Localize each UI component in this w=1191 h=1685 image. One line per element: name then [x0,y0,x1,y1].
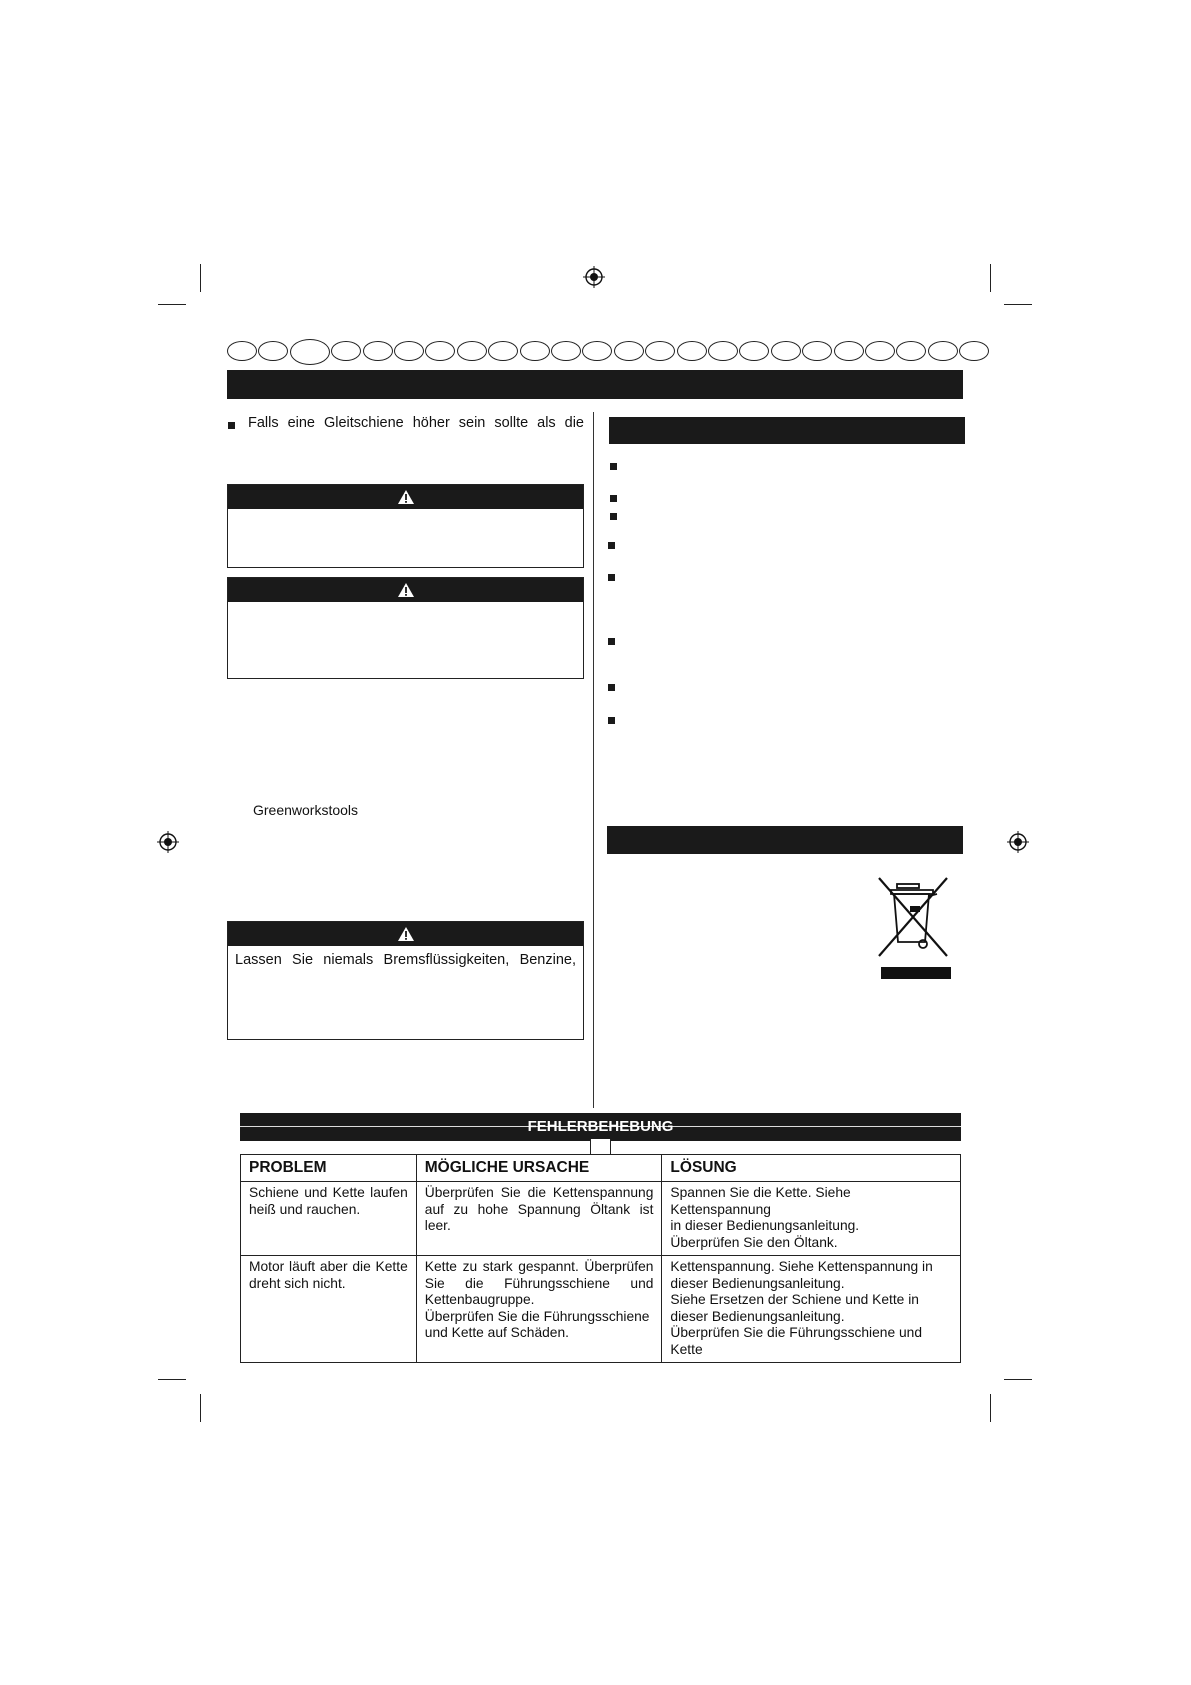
language-tab [739,341,769,361]
warning-text: Lassen Sie niemals Bremsflüssigkeiten, Benzine, [235,952,576,968]
warning-header [228,485,583,509]
bullet-icon [608,684,615,691]
solution-cell: Kettenspannung. Siehe Kettenspannung in dieser Bedienungsanleitung. Siehe Ersetzen der Schiene und Kette in dieser Bedienungsanleitung. Überprüfen Sie die Führungsschiene und Kette [662,1256,961,1363]
problem-cell: Schiene und Kette laufen heiß und rauchen. [241,1182,417,1256]
language-tab [614,341,644,361]
language-tab [331,341,361,361]
bullet-icon [608,542,615,549]
language-tab [708,341,738,361]
bullet-icon [228,422,235,429]
warning-box [227,577,584,679]
language-tab [457,341,487,361]
crossed-out-wheelie-bin-icon [871,874,955,980]
language-tab [771,341,801,361]
warning-header [228,922,583,946]
title-connector [590,1139,611,1155]
column-divider [593,412,594,1108]
language-tab [394,341,424,361]
bullet-icon [610,495,617,502]
header-solution: LÖSUNG [662,1155,961,1182]
language-tab [488,341,518,361]
bullet-icon [608,638,615,645]
warning-triangle-icon [397,582,415,598]
warning-box [227,484,584,568]
language-tab [928,341,958,361]
section-header-bar [609,417,965,444]
language-tab [865,341,895,361]
warning-triangle-icon [397,926,415,942]
crop-mark [990,264,991,292]
language-tabs [227,339,967,365]
language-tab [290,339,330,365]
header-problem: PROBLEM [241,1155,417,1182]
crop-mark [200,264,201,292]
crop-mark [1004,1379,1032,1380]
table-row [241,1256,961,1363]
language-tab [645,341,675,361]
problem-cell: Motor läuft aber die Kette dreht sich nicht. [241,1256,417,1363]
bullet-icon [610,463,617,470]
solution-cell: Spannen Sie die Kette. Siehe Kettenspannung in dieser Bedienungsanleitung. Überprüfen Sie den Öltank. [662,1182,961,1256]
crop-mark [158,304,186,305]
warning-box [227,921,584,1040]
bullet-icon [608,574,615,581]
warning-header [228,578,583,602]
troubleshooting-table [240,1154,961,1363]
language-tab [834,341,864,361]
cause-cell: Kette zu stark gespannt. Überprüfen Sie die Führungsschiene und Kettenbaugruppe. Überprüfen Sie die Führungsschiene und Kette auf Schäden. [416,1256,662,1363]
language-tab [959,341,989,361]
warning-triangle-icon [397,489,415,505]
header-cause: MÖGLICHE URSACHE [416,1155,662,1182]
language-tab [551,341,581,361]
crop-mark [200,1394,201,1422]
troubleshooting-title-bar [240,1113,961,1141]
bullet-text: Falls eine Gleitschiene höher sein sollte als die [248,415,584,431]
language-tab [896,341,926,361]
header-bar [227,370,963,399]
crop-mark [1004,304,1032,305]
table-header-row [241,1155,961,1182]
language-tab [802,341,832,361]
bullet-icon [610,513,617,520]
section-header-bar [607,826,963,854]
language-tab [582,341,612,361]
registration-mark-icon [157,831,179,853]
crop-mark [158,1379,186,1380]
registration-mark-icon [1007,831,1029,853]
language-tab [227,341,257,361]
language-tab [258,341,288,361]
language-tab [425,341,455,361]
cause-cell: Überprüfen Sie die Kettenspannung auf zu hohe Spannung Öltank ist leer. [416,1182,662,1256]
troubleshooting-title: FEHLERBEHEBUNG [527,1118,674,1135]
language-tab [520,341,550,361]
language-tab [363,341,393,361]
table-row [241,1182,961,1256]
brand-text: Greenworkstools [253,802,359,818]
registration-mark-icon [583,266,605,288]
language-tab [677,341,707,361]
bullet-icon [608,717,615,724]
crop-mark [990,1394,991,1422]
